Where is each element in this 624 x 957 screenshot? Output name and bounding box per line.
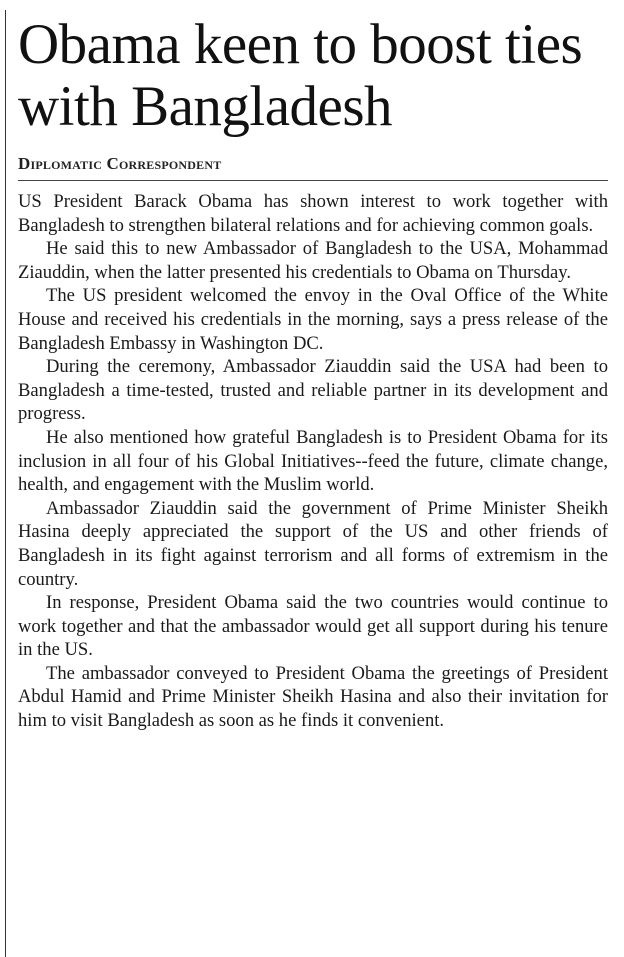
article-body <box>18 190 608 733</box>
paragraph: US President Barack Obama has shown interest to work together with Bangladesh to strengthen bilateral relations and for achieving common goals. <box>18 191 608 236</box>
paragraph: The ambassador conveyed to President Obama the greetings of President Abdul Hamid and Prime Minister Sheikh Hasina and also their invitation for him to visit Bangladesh as soon as he finds it convenient. <box>18 662 608 732</box>
headline: Obama keen to boost ties with Bangladesh <box>18 13 583 138</box>
paragraph: During the ceremony, Ambassador Ziauddin said the USA had been to Bangladesh a time-tested, trusted and reliable partner in its development and progress. <box>18 356 608 425</box>
paragraph: He said this to new Ambassador of Bangladesh to the USA, Mohammad Ziauddin, when the latter presented his credentials to Obama on Thursday. <box>18 238 608 283</box>
byline: Diplomatic Correspondent <box>18 154 608 181</box>
column-rule <box>5 10 6 957</box>
paragraph: Ambassador Ziauddin said the government of Prime Minister Sheikh Hasina deeply appreciated the support of the US and other friends of Bangladesh in its fight against terrorism and all forms of extremism in the country. <box>18 497 608 590</box>
paragraph: The US president welcomed the envoy in the Oval Office of the White House and received his credentials in the morning, says a press release of the Bangladesh Embassy in Washington DC. <box>18 285 608 354</box>
news-article <box>18 14 608 733</box>
paragraph: In response, President Obama said the two countries would continue to work together and that the ambassador would get all support during his tenure in the US. <box>18 592 608 661</box>
paragraph: He also mentioned how grateful Bangladesh is to President Obama for its inclusion in all four of his Global Initiatives--feed the future, climate change, health, and engagement with the Muslim world. <box>18 426 608 496</box>
